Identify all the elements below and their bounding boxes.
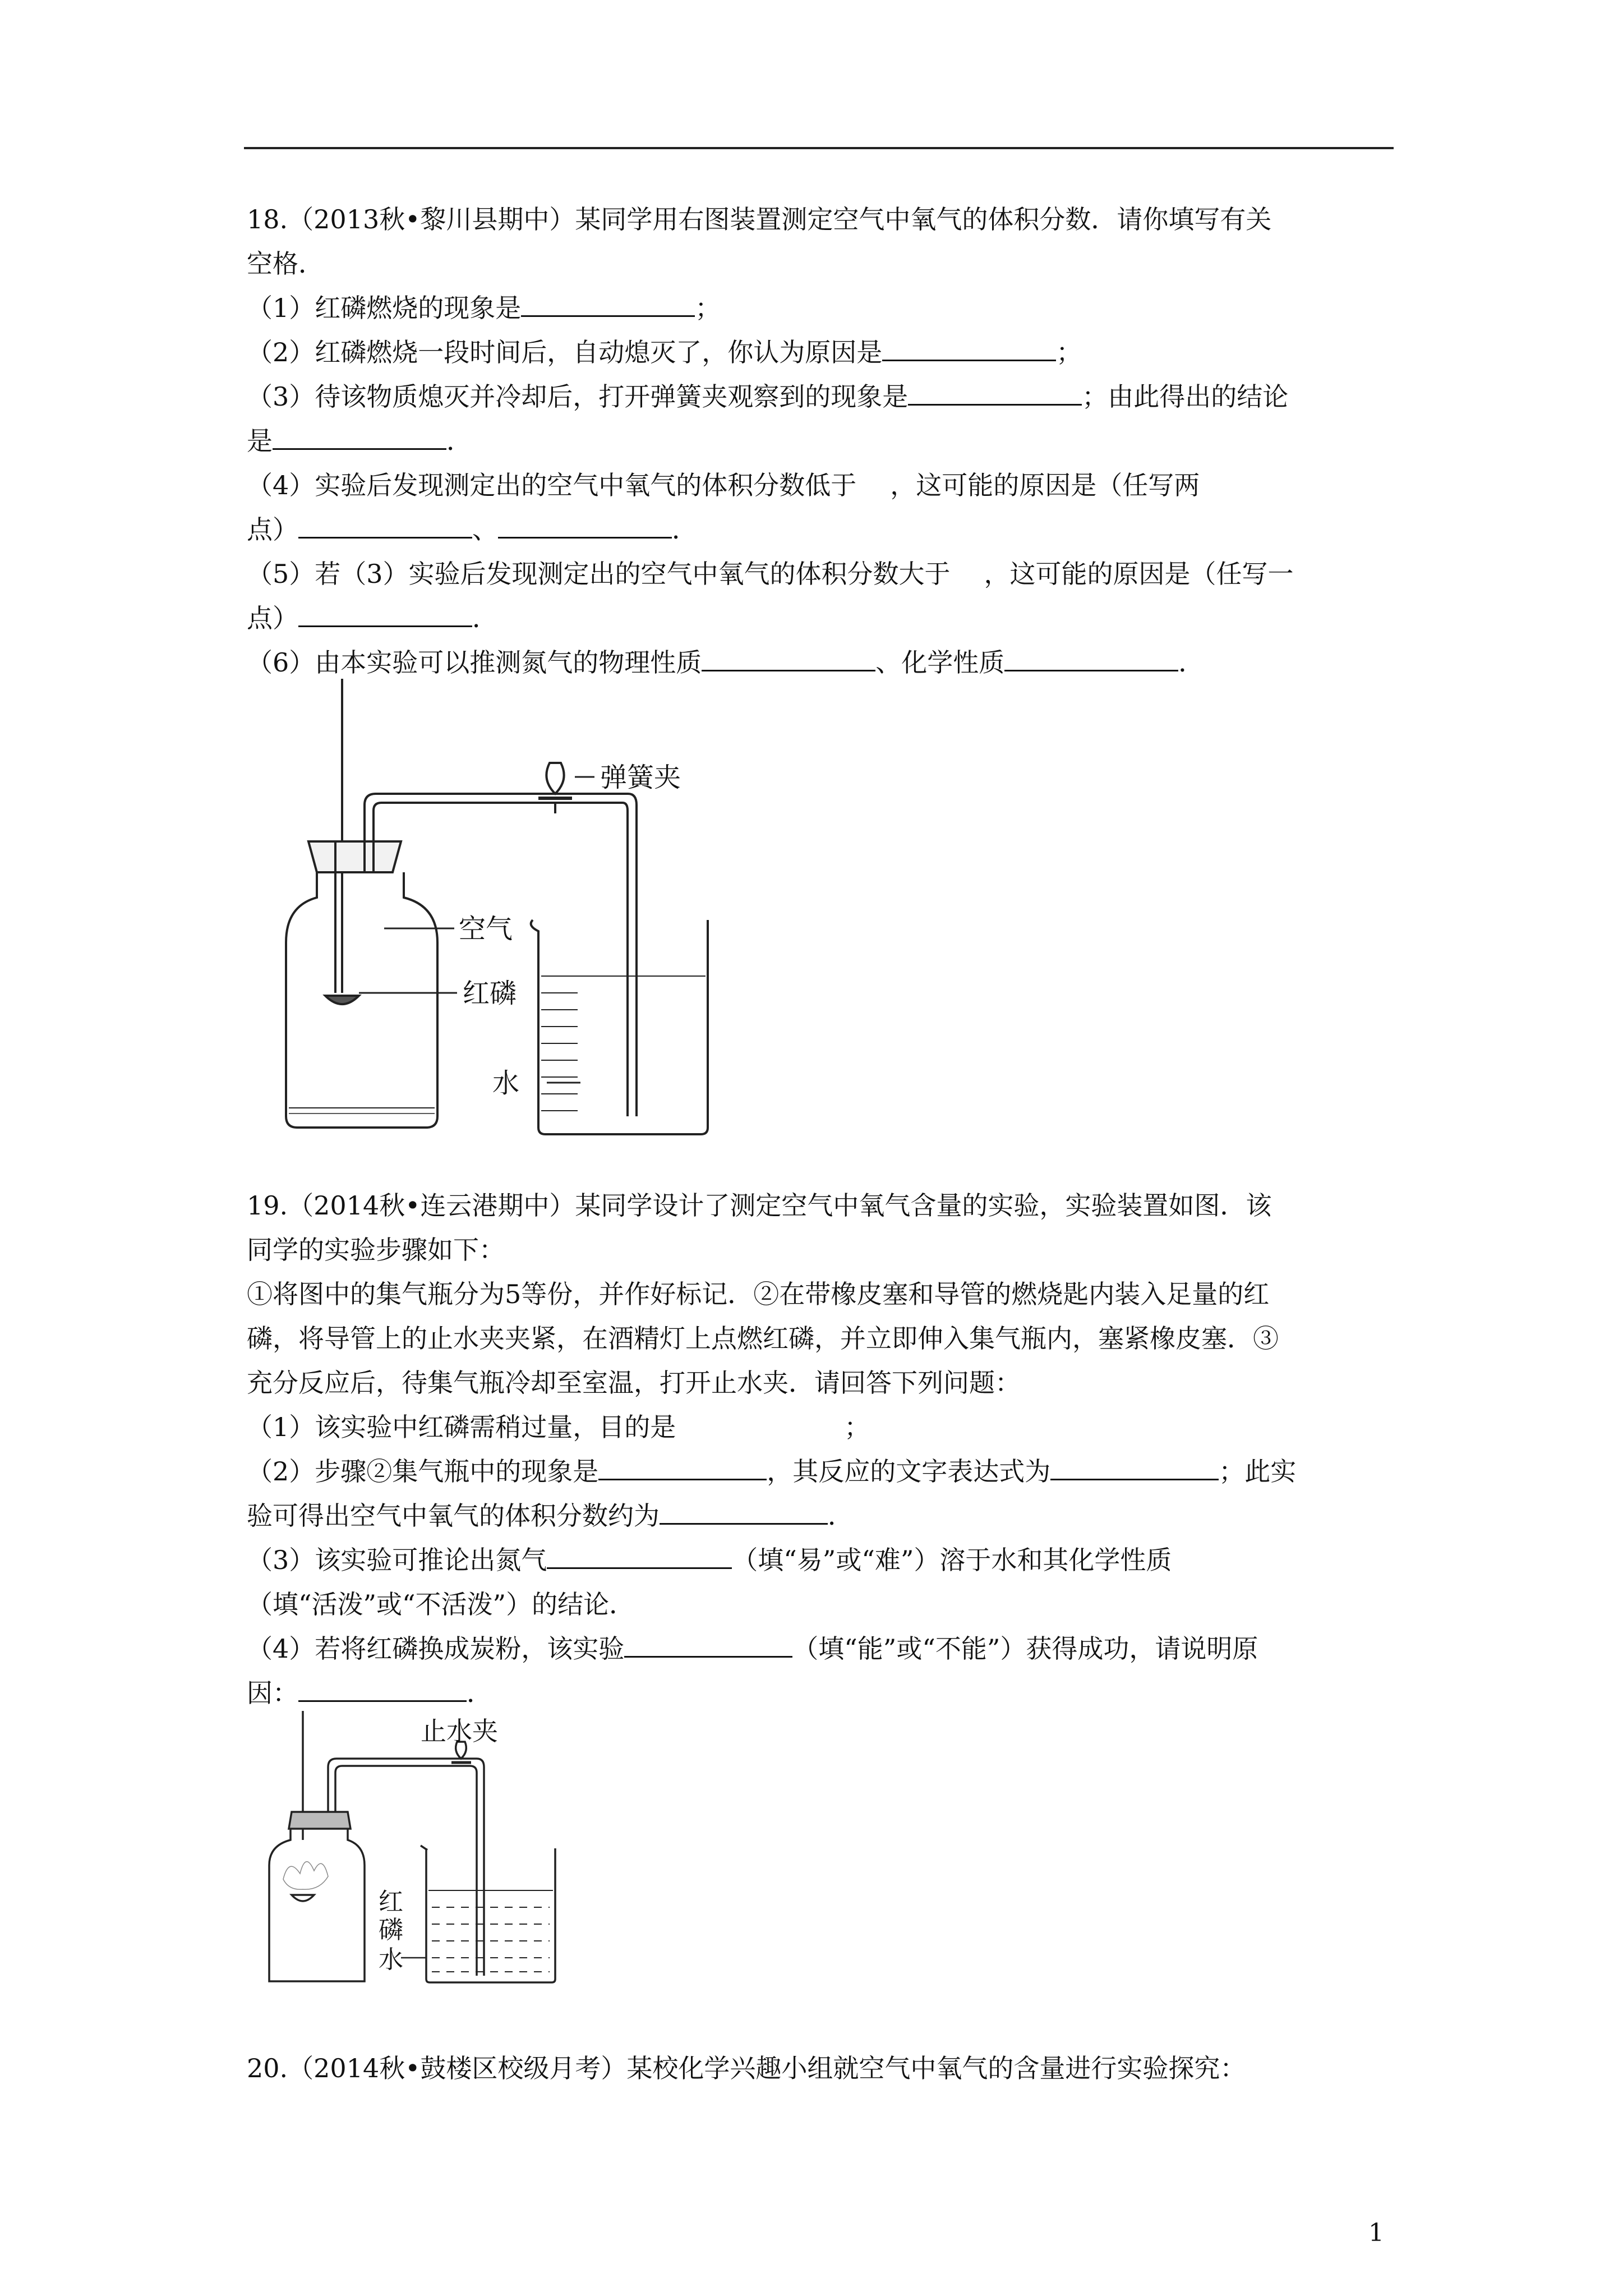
answer-blank[interactable] [598,1478,767,1480]
q18-part-4: （4）实验后发现测定出的空气中氧气的体积分数低于 ，这可能的原因是（任写两 [247,470,1200,500]
q19-stem-line-2: 同学的实验步骤如下： [247,1235,505,1265]
phosphorus-label: 红磷 [463,978,517,1009]
answer-blank[interactable] [908,403,1082,406]
air-label: 空气 [459,913,513,945]
q18-part-1: （1）红磷燃烧的现象是 ； [247,293,721,323]
delivery-tube [328,1759,484,1976]
smoke-cloud [283,1862,328,1890]
answer-blank[interactable] [521,315,695,317]
q18-part-4-cont: 点） 、 ． [247,514,698,545]
answer-blank[interactable] [882,359,1056,361]
q18-part-2: （2）红磷燃烧一段时间后，自动熄灭了，你认为原因是 ； [247,337,1082,367]
answer-blank[interactable] [298,625,472,627]
answer-blank[interactable] [273,448,446,450]
q19-part-4: （4）若将红磷换成炭粉，该实验 （填“能”或“不能”）获得成功，请说明原 [247,1634,1258,1664]
water-label: 水 [492,1068,520,1099]
answer-blank[interactable] [298,1700,467,1702]
q19-part-3: （3）该实验可推论出氮气 （填“易”或“难”）溶于水和其化学性质 [247,1545,1172,1575]
q18-part-3: （3）待该物质熄灭并冷却后，打开弹簧夹观察到的现象是 ；由此得出的结论 [247,381,1289,412]
phosphorus-label-1: 红 [379,1888,403,1916]
q18-stem-line-1: 18.（2013秋•黎川县期中）某同学用右图装置测定空气中氧气的体积分数．请你填写有关 [247,204,1272,234]
rubber-stopper [308,841,401,872]
phosphorus-spoon [325,996,359,1004]
answer-blank[interactable] [498,536,672,539]
q19-stem-line-1: 19.（2014秋•连云港期中）某同学设计了测定空气中氧气含量的实验，实验装置如图．该 [247,1190,1272,1221]
clamp-label: 止水夹 [421,1716,498,1746]
water-label: 水 [379,1945,403,1974]
beaker-water-lines [541,976,706,1111]
answer-blank[interactable] [547,1567,732,1569]
spring-clamp [546,763,564,794]
answer-blank[interactable] [624,1655,792,1658]
q19-part-1: （1）该实验中红磷需稍过量，目的是 ； [247,1412,870,1442]
q18-part-3-cont: 是 ． [247,426,472,456]
rubber-stopper [289,1812,351,1829]
answer-blank[interactable] [1004,669,1178,671]
answer-blank[interactable] [702,669,875,671]
q19-part-2: （2）步骤②集气瓶中的现象是 ，其反应的文字表达式为 ；此实 [247,1456,1297,1487]
gas-jar [286,872,437,1128]
q18-part-5: （5）若（3）实验后发现测定出的空气中氧气的体积分数大于 ，这可能的原因是（任写一 [247,559,1294,589]
gas-jar [269,1829,365,1981]
header-rule [244,147,1394,149]
q18-apparatus-figure [264,679,768,1139]
phosphorus-spoon [292,1895,314,1901]
q19-part-2-cont: 验可得出空气中氧气的体积分数约为 ． [247,1501,854,1531]
question-20 [247,2046,1391,2091]
answer-blank[interactable] [298,536,472,539]
answer-blank[interactable] [660,1522,828,1525]
q18-stem-line-2: 空格． [247,249,324,279]
q18-part-5-cont: 点） ． [247,603,498,633]
question-18 [247,197,1391,685]
q19-apparatus-figure [258,1711,572,1991]
answer-blank[interactable] [1050,1478,1219,1480]
page-number: 1 [1368,2219,1384,2247]
q19-part-4-cont: 因： ． [247,1678,492,1708]
q19-steps-line-3: 充分反应后，待集气瓶冷却至室温，打开止水夹．请回答下列问题： [247,1368,1021,1398]
phosphorus-label-2: 磷 [379,1916,403,1944]
beaker-water-lines [428,1890,553,1972]
q18-part-6: （6）由本实验可以推测氮气的物理性质 、化学性质 ． [247,647,1205,678]
q20-stem: 20.（2014秋•鼓楼区校级月考）某校化学兴趣小组就空气中氧气的含量进行实验探究： [247,2053,1246,2083]
question-19 [247,1184,1391,1715]
beaker [426,1848,555,1982]
q19-steps-line-2: 磷，将导管上的止水夹夹紧，在酒精灯上点燃红磷，并立即伸入集气瓶内，塞紧橡皮塞．③ [247,1323,1279,1354]
clamp-label: 弹簧夹 [600,762,681,793]
q19-part-3-cont: （填“活泼”或“不活泼”）的结论． [247,1589,635,1619]
q19-steps-line-1: ①将图中的集气瓶分为5等份，并作好标记．②在带橡皮塞和导管的燃烧匙内装入足量的红 [247,1279,1270,1309]
